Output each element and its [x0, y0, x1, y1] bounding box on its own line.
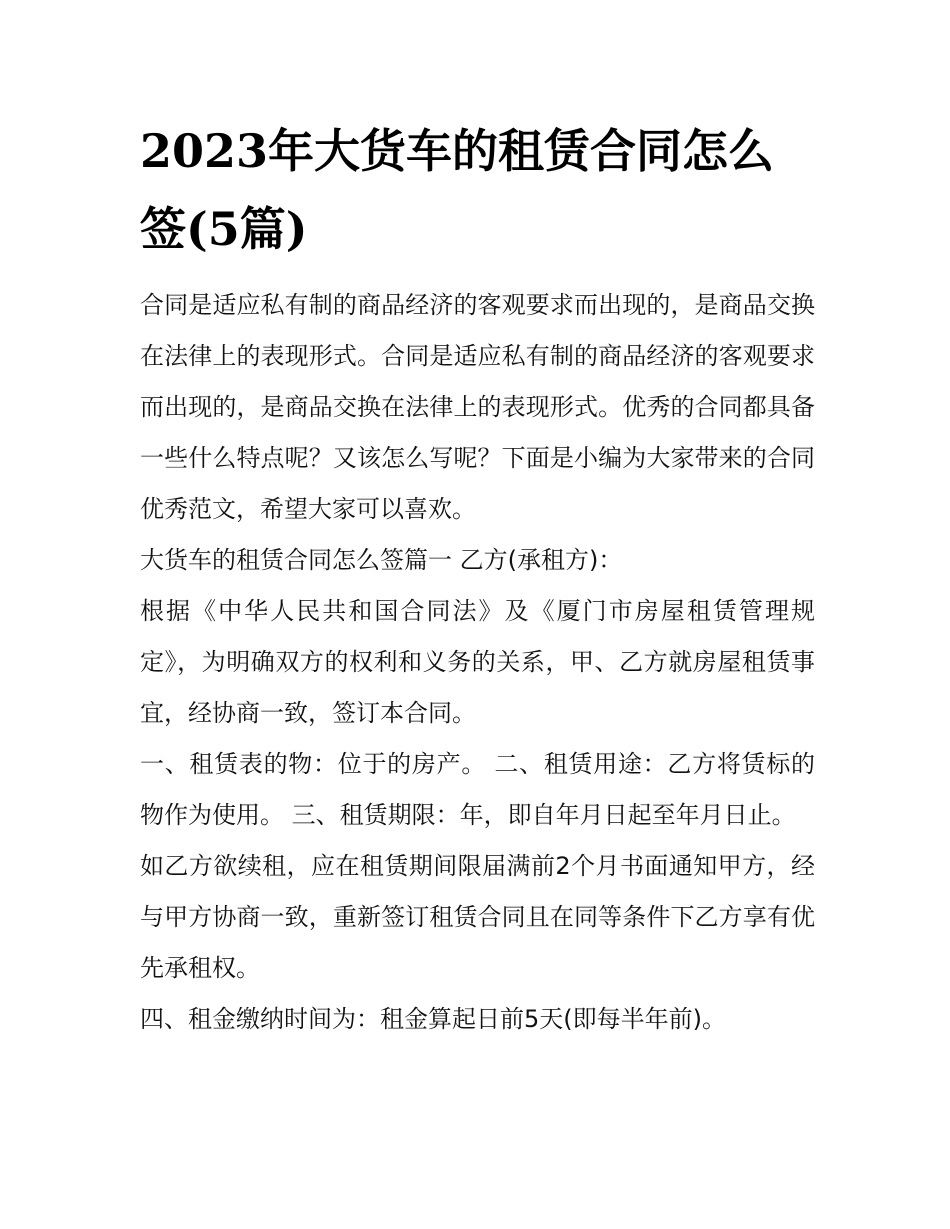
paragraph-intro: 合同是适应私有制的商品经济的客观要求而出现的，是商品交换在法律上的表现形式。合同是适应私有制的商品经济的客观要求而出现的，是商品交换在法律上的表现形式。优秀的合同都具备一些什么特点呢？又该怎么写呢？下面是小编为大家带来的合同优秀范文，希望大家可以喜欢。	[140, 291, 815, 523]
paragraph-rent-payment: 四、租金缴纳时间为：租金算起日前5天(即每半年前)。	[140, 1005, 726, 1033]
paragraph-clauses-1-3: 一、租赁表的物：位于的房产。 二、租赁用途：乙方将赁标的物作为使用。 三、租赁期限：年，即自年月日起至年月日止。	[140, 750, 815, 829]
paragraph-renewal: 如乙方欲续租，应在租赁期间限届满前2个月书面通知甲方，经与甲方协商一致，重新签订租赁合同且在同等条件下乙方享有优先承租权。	[140, 852, 815, 982]
document-body	[140, 112, 815, 1045]
paragraph-legal-basis: 根据《中华人民共和国合同法》及《厦门市房屋租赁管理规定》，为明确双方的权利和义务的关系，甲、乙方就房屋租赁事宜，经协商一致，签订本合同。	[140, 597, 815, 727]
document-title: 2023年大货车的租赁合同怎么签(5篇)	[140, 124, 775, 256]
paragraph-section-heading: 大货车的租赁合同怎么签篇一 乙方(承租方)：	[140, 546, 623, 574]
